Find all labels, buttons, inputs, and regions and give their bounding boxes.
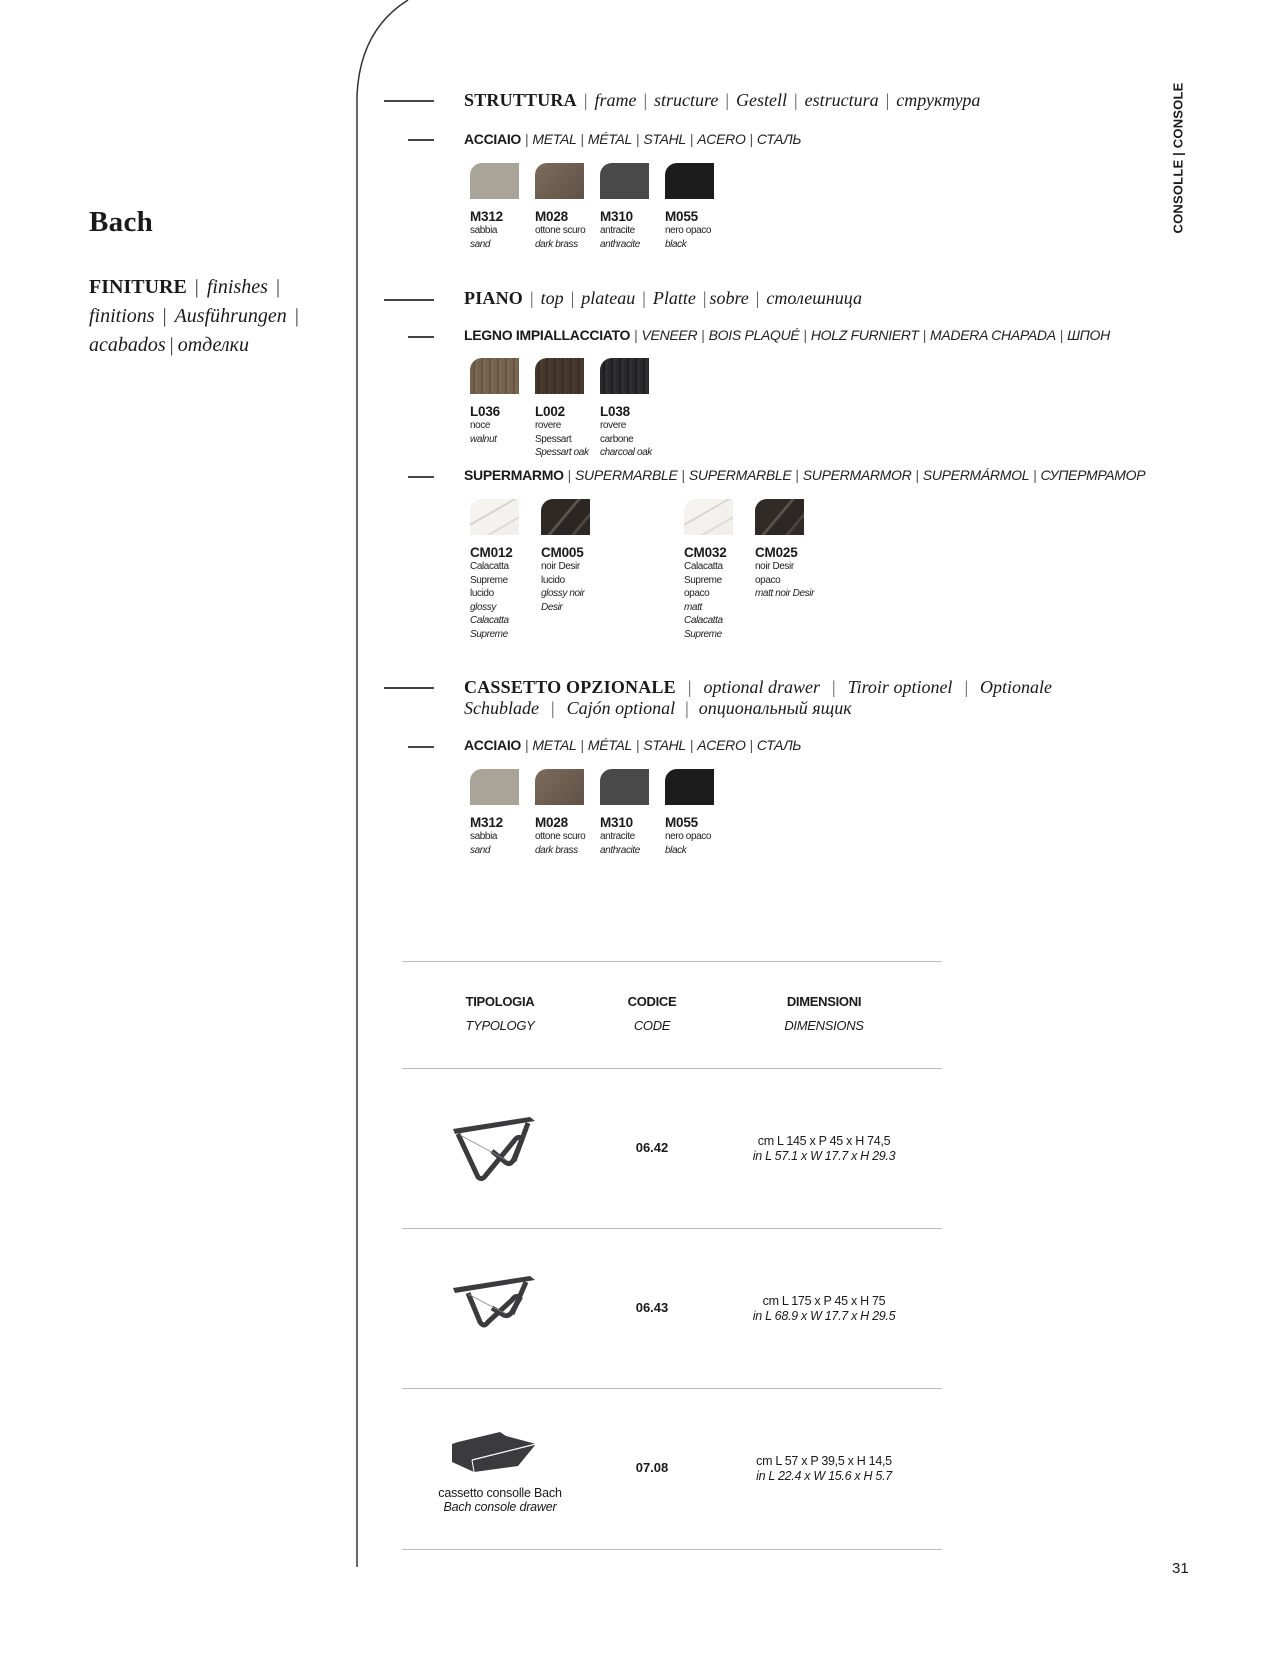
subsection-dash: [408, 139, 434, 141]
heading-translation: Cajón optional: [566, 698, 676, 718]
console-table-icon: [452, 1115, 544, 1181]
heading-translation: estructura: [804, 90, 879, 110]
heading-translation: столешница: [766, 288, 862, 308]
material-heading-veneer: LEGNO IMPIALLACCIATO | VENEER | BOIS PLAQUÉ | HOLZ FURNIERT | MADERA CHAPADA | ШПОН: [464, 327, 1110, 343]
caption-it: cassetto consolle Bach: [438, 1486, 562, 1500]
caption-en: Bach console drawer: [443, 1500, 557, 1514]
section-heading-top: PIANO | top | plateau | Platte | sobre | столешница: [464, 288, 862, 308]
swatch-chip: [535, 163, 584, 199]
material-translation: ACERO: [697, 737, 746, 753]
subsection-dash: [408, 336, 434, 338]
heading-translation: sobre: [709, 288, 749, 308]
heading-translation: optional drawer: [703, 677, 820, 697]
material-translation: SUPERMÁRMOL: [922, 467, 1030, 483]
heading-translation: frame: [594, 90, 637, 110]
swatch-name-en: glossy noir: [541, 588, 585, 599]
swatch-name-en: matt noir Desir: [755, 588, 815, 599]
subsection-dash: [408, 746, 434, 748]
swatch-row-veneer: [470, 358, 665, 460]
table-cell-code: 07.08: [635, 1460, 669, 1475]
table-cell-code: 06.42: [635, 1140, 669, 1155]
swatch-code: CM005: [541, 545, 584, 560]
swatch-code: L038: [600, 404, 630, 419]
material-heading-bold: SUPERMARMO: [464, 467, 564, 483]
material-translation: HOLZ FURNIERT: [810, 327, 919, 343]
swatch-chip: [535, 358, 584, 394]
section-dash: [384, 100, 434, 102]
dimension-in: in L 68.9 x W 17.7 x H 29.5: [752, 1309, 896, 1323]
heading-translation: structure: [654, 90, 719, 110]
section-heading-frame: STRUTTURA | frame | structure | Gestell | estructura | структура: [464, 90, 981, 110]
table-rule: [402, 1549, 942, 1550]
material-translation: MADERA CHAPADA: [930, 327, 1056, 343]
finishes-heading: FINITURE | finishes | finitions | Ausführungen | acabados | отделки: [89, 276, 299, 356]
swatch-m312[interactable]: [470, 769, 519, 857]
swatch-name-en: Supreme: [470, 628, 508, 640]
swatch-name-en: Desir: [541, 601, 563, 613]
heading-translation: Gestell: [735, 90, 787, 110]
material-translation: СУПЕРМРАМОР: [1040, 467, 1146, 483]
table-cell-code: 06.43: [635, 1300, 669, 1315]
material-heading-supermarble: SUPERMARMO | SUPERMARBLE | SUPERMARBLE | SUPERMARMOR | SUPERMÁRMOL | СУПЕРМРАМОР: [464, 467, 1146, 483]
material-translation: MÉTAL: [587, 131, 632, 147]
swatch-code: M310: [600, 815, 633, 830]
header-it: CODICE: [627, 994, 677, 1009]
swatch-m312[interactable]: [470, 163, 519, 251]
swatch-l002[interactable]: [535, 358, 589, 460]
swatch-code: CM032: [684, 545, 727, 560]
heading-translation: структура: [896, 90, 981, 110]
swatch-name-en: black: [665, 844, 687, 856]
swatch-name-en: dark brass: [535, 238, 578, 250]
swatch-name-it: sabbia: [470, 831, 498, 842]
swatch-name-it: Calacatta: [470, 561, 509, 572]
swatch-code: M312: [470, 815, 503, 830]
swatch-chip: [535, 769, 584, 805]
swatch-code: CM012: [470, 545, 513, 560]
swatch-chip: [470, 499, 519, 535]
section-heading-bold: STRUTTURA: [464, 90, 577, 110]
material-translation: STAHL: [643, 737, 686, 753]
material-translation: METAL: [532, 131, 577, 147]
swatch-name-it: noce: [470, 420, 491, 431]
page-number: 31: [1172, 1560, 1189, 1577]
swatch-name-it: antracite: [600, 225, 635, 236]
swatch-name-en: matt: [684, 601, 702, 613]
heading-translation: top: [540, 288, 564, 308]
swatch-m055[interactable]: [665, 163, 714, 251]
swatch-chip: [684, 499, 733, 535]
section-heading-drawer: CASSETTO OPZIONALE | optional drawer | Tiroir optionel | Optionale Schublade | Cajón optional | опциональный ящик: [464, 677, 1053, 718]
swatch-name-en: charcoal oak: [600, 447, 652, 458]
swatch-m028[interactable]: [535, 769, 584, 857]
swatch-name-en: walnut: [470, 433, 497, 445]
category-label-text: CONSOLLE | CONSOLE: [1170, 82, 1186, 234]
swatch-name-it: carbone: [600, 433, 634, 445]
table-header-code: [602, 994, 702, 1033]
swatch-name-en: anthracite: [600, 844, 640, 856]
dimension-cm: cm L 175 x P 45 x H 75: [762, 1294, 886, 1308]
swatch-row-drawer: [470, 769, 730, 857]
swatch-name-en: Spessart oak: [535, 447, 589, 458]
swatch-name-it: Supreme: [684, 574, 722, 586]
table-cell-dimensions: [724, 1454, 924, 1484]
material-heading-steel: ACCIAIO | METAL | MÉTAL | STAHL | ACERO | СТАЛЬ: [464, 131, 802, 147]
swatch-name-it: lucido: [470, 588, 494, 599]
swatch-chip: [470, 163, 519, 199]
swatch-name-it: Calacatta: [684, 561, 723, 572]
swatch-chip: [470, 358, 519, 394]
swatch-m055[interactable]: [665, 769, 714, 857]
material-translation: METAL: [532, 737, 577, 753]
swatch-code: M028: [535, 209, 568, 224]
section-dash: [384, 299, 434, 301]
swatch-name-en: Supreme: [684, 628, 722, 640]
console-table-icon: [452, 1274, 544, 1328]
swatch-name-en: sand: [470, 844, 491, 856]
swatch-name-it: Spessart: [535, 433, 572, 445]
swatch-name-it: noir Desir: [755, 561, 794, 572]
table-cell-caption: [400, 1486, 600, 1514]
swatch-chip: [541, 499, 590, 535]
header-it: TIPOLOGIA: [465, 994, 535, 1009]
swatch-row-supermarble-glossy: [470, 499, 606, 641]
product-title: Bach: [89, 206, 154, 238]
swatch-name-it: nero opaco: [665, 225, 712, 236]
material-heading-bold: ACCIAIO: [464, 131, 522, 147]
material-translation: MÉTAL: [587, 737, 632, 753]
swatch-chip: [665, 163, 714, 199]
swatch-name-en: glossy: [470, 601, 496, 613]
dimension-cm: cm L 57 x P 39,5 x H 14,5: [756, 1454, 892, 1468]
swatch-code: M310: [600, 209, 633, 224]
heading-translation: опциональный ящик: [698, 698, 852, 718]
swatch-name-it: nero opaco: [665, 831, 712, 842]
swatch-l036[interactable]: [470, 358, 519, 460]
swatch-name-en: sand: [470, 238, 491, 250]
swatch-m028[interactable]: [535, 163, 584, 251]
swatch-code: M028: [535, 815, 568, 830]
material-translation: СТАЛЬ: [756, 737, 802, 753]
table-header-dimensions: [774, 994, 874, 1033]
swatch-name-en: dark brass: [535, 844, 578, 856]
material-translation: ACERO: [697, 131, 746, 147]
subsection-dash: [408, 476, 434, 478]
swatch-chip: [755, 499, 804, 535]
swatch-code: L036: [470, 404, 500, 419]
material-translation: VENEER: [641, 327, 698, 343]
swatch-name-it: Supreme: [470, 574, 508, 586]
heading-translation: Platte: [652, 288, 696, 308]
table-rule: [402, 961, 942, 962]
swatch-name-it: lucido: [541, 574, 565, 586]
heading-translation: Optionale Schublade: [464, 677, 1053, 718]
swatch-name-en: Calacatta: [684, 615, 723, 626]
swatch-cm025[interactable]: [755, 499, 815, 641]
material-translation: ШПОН: [1067, 327, 1110, 343]
swatch-code: M055: [665, 815, 698, 830]
swatch-name-it: ottone scuro: [535, 225, 586, 236]
drawer-icon: [452, 1432, 538, 1472]
swatch-name-en: black: [665, 238, 687, 250]
swatch-cm032[interactable]: [684, 499, 733, 641]
swatch-name-it: opaco: [684, 588, 710, 599]
finishes-translation: acabados: [89, 334, 166, 356]
finishes-translation: finishes: [206, 276, 268, 298]
swatch-name-it: sabbia: [470, 225, 498, 236]
material-translation: SUPERMARBLE: [688, 467, 792, 483]
header-en: DIMENSIONS: [784, 1018, 864, 1033]
table-cell-dimensions: [724, 1134, 924, 1164]
heading-translation: plateau: [581, 288, 636, 308]
finishes-translation: отделки: [177, 334, 249, 356]
table-rule: [402, 1388, 942, 1389]
material-translation: SUPERMARBLE: [575, 467, 678, 483]
swatch-code: CM025: [755, 545, 798, 560]
category-label: [1168, 82, 1188, 234]
header-it: DIMENSIONI: [786, 994, 862, 1009]
swatch-name-en: anthracite: [600, 238, 640, 250]
swatch-l038[interactable]: [600, 358, 652, 460]
dimension-cm: cm L 145 x P 45 x H 74,5: [757, 1134, 891, 1148]
swatch-cm012[interactable]: [470, 499, 519, 641]
swatch-row-supermarble-matt: [684, 499, 820, 641]
swatch-name-en: Calacatta: [470, 615, 509, 626]
swatch-name-it: rovere: [535, 420, 561, 431]
swatch-code: M312: [470, 209, 503, 224]
header-en: TYPOLOGY: [465, 1018, 535, 1033]
swatch-name-it: antracite: [600, 831, 635, 842]
table-header-typology: [450, 994, 550, 1033]
material-heading-bold: LEGNO IMPIALLACCIATO: [464, 327, 631, 343]
material-translation: BOIS PLAQUÉ: [708, 327, 800, 343]
swatch-chip: [600, 163, 649, 199]
swatch-chip: [600, 769, 649, 805]
table-rule: [402, 1228, 942, 1229]
material-heading-bold: ACCIAIO: [464, 737, 522, 753]
material-translation: SUPERMARMOR: [802, 467, 912, 483]
finishes-translation: finitions: [89, 305, 155, 327]
swatch-m310[interactable]: [600, 769, 649, 857]
material-translation: СТАЛЬ: [756, 131, 802, 147]
section-dash: [384, 687, 434, 689]
section-heading-bold: CASSETTO OPZIONALE: [464, 677, 676, 697]
dimension-in: in L 22.4 x W 15.6 x H 5.7: [756, 1469, 892, 1483]
swatch-code: M055: [665, 209, 698, 224]
swatch-chip: [665, 769, 714, 805]
swatch-row-frame: [470, 163, 730, 251]
swatch-chip: [470, 769, 519, 805]
swatch-m310[interactable]: [600, 163, 649, 251]
section-heading-bold: PIANO: [464, 288, 523, 308]
swatch-name-it: ottone scuro: [535, 831, 586, 842]
swatch-chip: [600, 358, 649, 394]
material-heading-steel-drawer: ACCIAIO | METAL | MÉTAL | STAHL | ACERO | СТАЛЬ: [464, 737, 802, 753]
table-cell-dimensions: [724, 1294, 924, 1324]
swatch-name-it: opaco: [755, 574, 781, 586]
swatch-name-it: rovere: [600, 420, 626, 431]
table-rule: [402, 1068, 942, 1069]
swatch-name-it: noir Desir: [541, 561, 580, 572]
heading-translation: Tiroir optionel: [847, 677, 953, 697]
swatch-code: L002: [535, 404, 565, 419]
dimension-in: in L 57.1 x W 17.7 x H 29.3: [752, 1149, 896, 1163]
finishes-translation: Ausführungen: [174, 305, 287, 327]
swatch-cm005[interactable]: [541, 499, 590, 641]
material-translation: STAHL: [643, 131, 686, 147]
header-en: CODE: [633, 1018, 671, 1033]
finishes-heading-bold: FINITURE: [89, 276, 187, 298]
